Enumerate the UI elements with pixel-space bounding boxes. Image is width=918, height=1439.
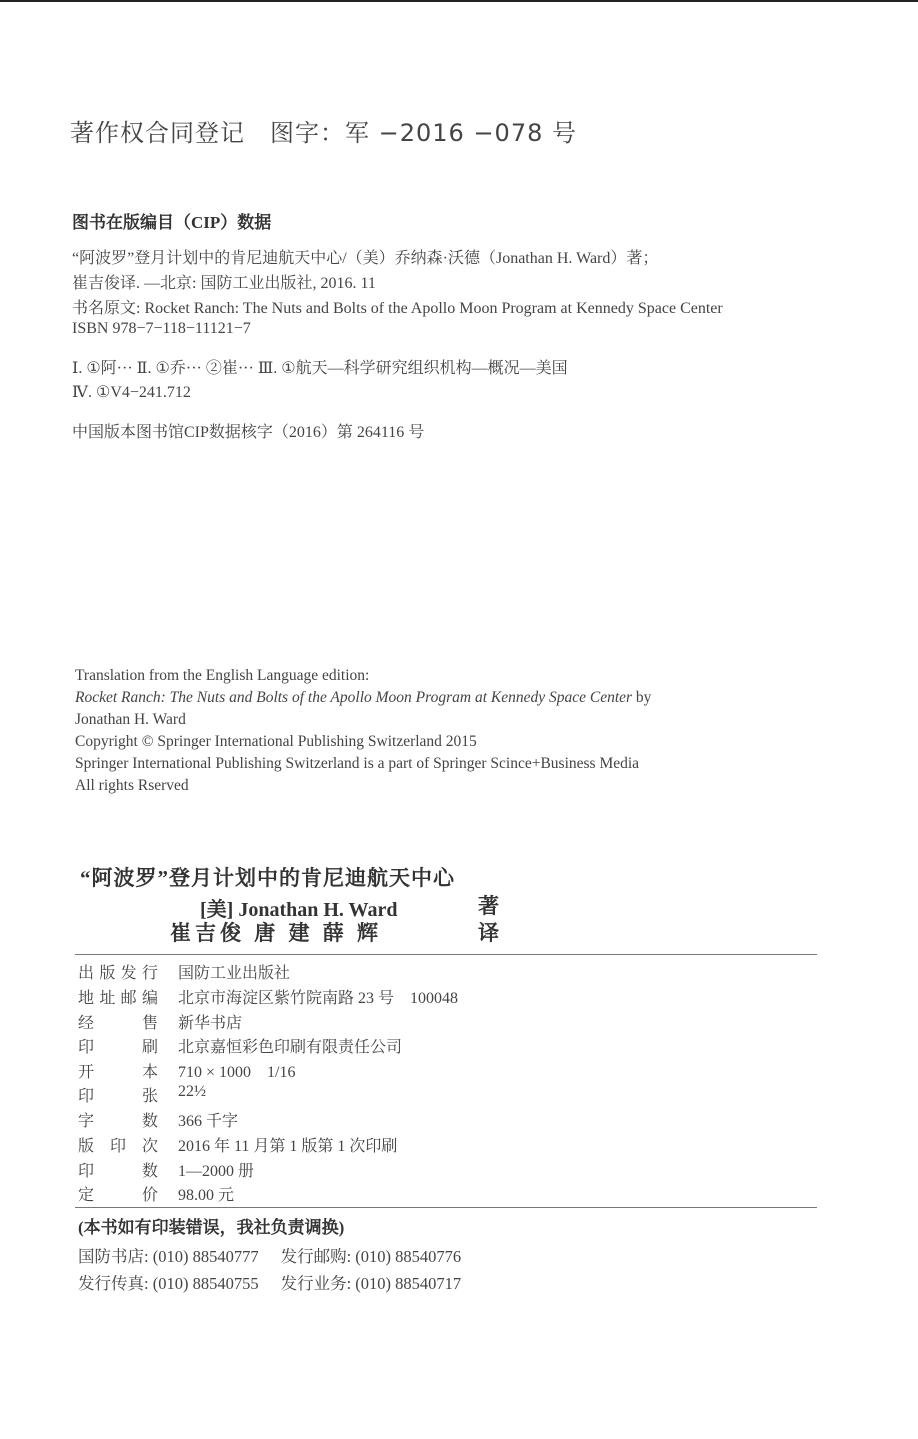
pub-value: 新华书店	[178, 1015, 243, 1032]
pub-value: 22½	[178, 1083, 206, 1100]
english-translation-note: Translation from the English Language edition:	[75, 667, 370, 684]
pub-label: 地址邮编	[78, 990, 158, 1007]
contact-row-2	[78, 1270, 461, 1294]
pub-value: 北京嘉恒彩色印刷有限责任公司	[178, 1039, 403, 1056]
pub-label: 印刷	[78, 1039, 158, 1056]
cip-line-classification: Ⅰ. ①阿··· Ⅱ. ①乔··· ②崔··· Ⅲ. ①航天—科学研究组织机构—概况—美国	[72, 360, 568, 377]
cip-line-class-number: Ⅳ. ①V4−241.712	[72, 384, 191, 401]
credit-author: [美] Jonathan H. Ward	[200, 899, 398, 921]
book-title: “阿波罗”登月计划中的肯尼迪航天中心	[80, 866, 455, 890]
cip-line-original-title: 书名原文: Rocket Ranch: The Nuts and Bolts of the Apollo Moon Program at Kennedy Space Center	[72, 300, 723, 317]
english-by: by	[632, 689, 652, 706]
cip-line-title: “阿波罗”登月计划中的肯尼迪航天中心/（美）乔纳森·沃德（Jonathan H. Ward）著；	[72, 250, 659, 267]
cip-line-isbn: ISBN 978−7−118−11121−7	[72, 320, 251, 337]
pub-value: 1—2000 册	[178, 1163, 255, 1180]
contact-mail-order: 发行邮购: (010) 88540776	[280, 1247, 462, 1266]
divider-bottom	[75, 1207, 817, 1208]
pub-value: 366 千字	[178, 1113, 239, 1130]
pub-value: 北京市海淀区紫竹院南路 23 号 100048	[178, 990, 459, 1007]
pub-value: 710 × 1000 1/16	[178, 1064, 296, 1081]
pub-label: 字数	[78, 1113, 158, 1130]
pub-label: 开本	[78, 1064, 158, 1081]
contact-row-1	[78, 1243, 461, 1267]
english-author: Jonathan H. Ward	[75, 711, 186, 728]
english-springer-note: Springer International Publishing Switzerland is a part of Springer Scince+Business Media	[75, 755, 640, 772]
divider-top	[75, 954, 817, 955]
pub-value: 98.00 元	[178, 1187, 235, 1204]
pub-value: 国防工业出版社	[178, 965, 291, 982]
pub-label: 印张	[78, 1088, 158, 1105]
pub-label: 出版发行	[78, 965, 158, 982]
english-title-line	[75, 689, 651, 707]
cip-line-translator: 崔吉俊译. —北京: 国防工业出版社, 2016. 11	[72, 275, 376, 292]
pub-label: 经售	[78, 1015, 158, 1032]
contact-business: 发行业务: (010) 88540717	[280, 1274, 462, 1293]
cip-heading: 图书在版编目（CIP）数据	[72, 213, 272, 232]
english-book-title: Rocket Ranch: The Nuts and Bolts of the Apollo Moon Program at Kennedy Space Center	[75, 689, 633, 706]
pub-value: 2016 年 11 月第 1 版第 1 次印刷	[178, 1138, 398, 1155]
pub-label: 定价	[78, 1187, 158, 1204]
credit-author-role: 著	[478, 894, 499, 918]
top-border	[0, 0, 918, 2]
english-copyright: Copyright © Springer International Publishing Switzerland 2015	[75, 733, 477, 750]
contact-fax: 发行传真: (010) 88540755	[78, 1274, 259, 1293]
copyright-registration: 著作权合同登记 图字：军 −2016 −078 号	[70, 119, 577, 147]
cip-line-record-number: 中国版本图书馆CIP数据核字（2016）第 264116 号	[72, 424, 425, 441]
pub-label: 印数	[78, 1163, 158, 1180]
pub-label: 版印次	[78, 1138, 158, 1155]
defect-notice: (本书如有印装错误，我社负责调换)	[78, 1218, 345, 1237]
credit-translator-role: 译	[478, 921, 499, 945]
credit-translators: 崔吉俊 唐 建 薛 辉	[170, 921, 382, 945]
contact-bookstore: 国防书店: (010) 88540777	[78, 1247, 259, 1266]
english-rights: All rights Rserved	[75, 777, 189, 794]
